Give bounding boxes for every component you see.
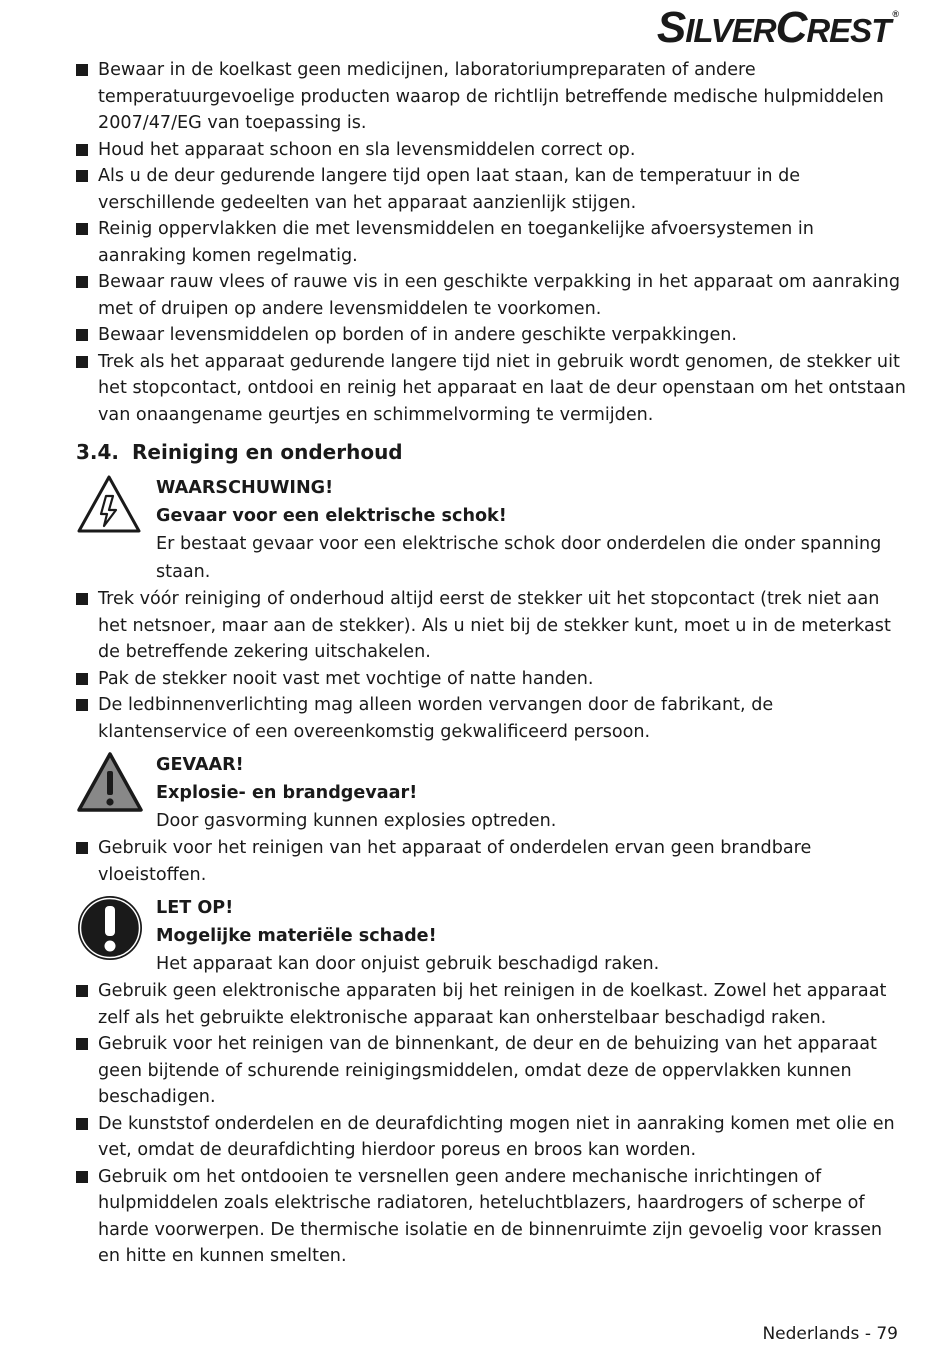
caution-circle-icon [76,894,144,971]
warning-title: LET OP! [156,898,234,918]
bullet-square-icon [76,356,88,368]
bullet-square-icon [76,64,88,76]
bullet-square-icon [76,144,88,156]
warning-title: WAARSCHUWING! [156,478,334,498]
section-title: Reiniging en onderhoud [132,440,403,464]
bullet-square-icon [76,329,88,341]
warning-text: Het apparaat kan door onjuist gebruik beschadigd raken. [156,954,660,974]
bullet-square-icon [76,673,88,685]
list-item: Pak de stekker nooit vast met vochtige of natte handen. [76,666,906,693]
bullet-square-icon [76,593,88,605]
page-content [76,57,906,1270]
warning-text: Er bestaat gevaar voor een elektrische schok door onderdelen die onder spanning staan. [156,534,882,582]
bullet-square-icon [76,1038,88,1050]
section-number: 3.4. [76,440,120,464]
electric-shock-icon [76,474,142,543]
warning-subtitle: Gevaar voor een elektrische schok! [156,506,507,526]
list-item: Gebruik geen elektronische apparaten bij het reinigen in de koelkast. Zowel het apparaat zelf als het gebruikte elektronische apparaat kan onherstelbaar beschadigd raken. [76,978,906,1031]
list-item: Bewaar rauw vlees of rauwe vis in een geschikte verpakking in het apparaat om aanraking met of druipen op andere levensmiddelen te voorkomen. [76,269,906,322]
warning-block-electric [76,474,906,586]
bullet-list-top [76,57,906,428]
bullet-square-icon [76,1171,88,1183]
list-item: Gebruik voor het reinigen van de binnenkant, de deur en de behuizing van het apparaat geen bijtende of schurende reinigingsmiddelen, omdat deze de oppervlakken kunnen beschadigen. [76,1031,906,1111]
bullet-square-icon [76,276,88,288]
list-item: Gebruik voor het reinigen van het apparaat of onderdelen ervan geen brandbare vloeistoffen. [76,835,906,888]
bullet-square-icon [76,985,88,997]
bullet-square-icon [76,170,88,182]
warning-block-explosion [76,751,906,835]
section-heading [76,438,906,466]
warning-title: GEVAAR! [156,755,244,775]
page-footer: Nederlands - 79 [762,1324,898,1344]
bullet-square-icon [76,223,88,235]
list-item: Bewaar levensmiddelen op borden of in andere geschikte verpakkingen. [76,322,906,349]
logo-letter: S [656,3,686,52]
list-item: Gebruik om het ontdooien te versnellen geen andere mechanische inrichtingen of hulpmiddelen zoals elektrische radiatoren, heteluchtblazers, haardrogers of scherpe of harde voorwerpen. De thermische isolatie en de binnenruimte zijn gevoelig voor krassen en hitte en kunnen smelten. [76,1164,906,1270]
warning-text: Door gasvorming kunnen explosies optreden. [156,811,557,831]
list-item: Reinig oppervlakken die met levensmiddelen en toegankelijke afvoersystemen in aanraking komen regelmatig. [76,216,906,269]
bullet-list-explosion [76,835,906,888]
logo-letters: ILVER [685,12,776,49]
registered-mark: ® [892,9,898,19]
logo-letters: REST [806,12,891,49]
bullet-square-icon [76,1118,88,1130]
danger-triangle-icon [76,751,144,822]
bullet-list-damage [76,978,906,1270]
list-item: Bewaar in de koelkast geen medicijnen, laboratoriumpreparaten of andere temperatuurgevoelige producten waarop de richtlijn betreffende medische hulpmiddelen 2007/47/EG van toepassing is. [76,57,906,137]
bullet-list-electric [76,586,906,745]
bullet-square-icon [76,699,88,711]
logo-letter: C [775,3,807,52]
bullet-square-icon [76,842,88,854]
list-item: Als u de deur gedurende langere tijd open laat staan, kan de temperatuur in de verschillende gedeelten van het apparaat aanzienlijk stijgen. [76,163,906,216]
warning-subtitle: Mogelijke materiële schade! [156,926,437,946]
brand-logo [656,3,898,52]
list-item: Houd het apparaat schoon en sla levensmiddelen correct op. [76,137,906,164]
warning-block-damage [76,894,906,978]
list-item: De kunststof onderdelen en de deurafdichting mogen niet in aanraking komen met olie en vet, omdat de deurafdichting hierdoor poreus en broos kan worden. [76,1111,906,1164]
list-item: Trek vóór reiniging of onderhoud altijd eerst de stekker uit het stopcontact (trek niet aan het netsnoer, maar aan de stekker). Als u niet bij de stekker kunt, moet u in de meterkast de betreffende zekering uitschakelen. [76,586,906,666]
warning-subtitle: Explosie- en brandgevaar! [156,783,418,803]
list-item: De ledbinnenverlichting mag alleen worden vervangen door de fabrikant, de klantenservice of een overeenkomstig gekwalificeerd persoon. [76,692,906,745]
list-item: Trek als het apparaat gedurende langere tijd niet in gebruik wordt genomen, de stekker uit het stopcontact, ontdooi en reinig het apparaat en laat de deur openstaan om het ontstaan van onaangename geurtjes en schimmelvorming te vermijden. [76,349,906,429]
